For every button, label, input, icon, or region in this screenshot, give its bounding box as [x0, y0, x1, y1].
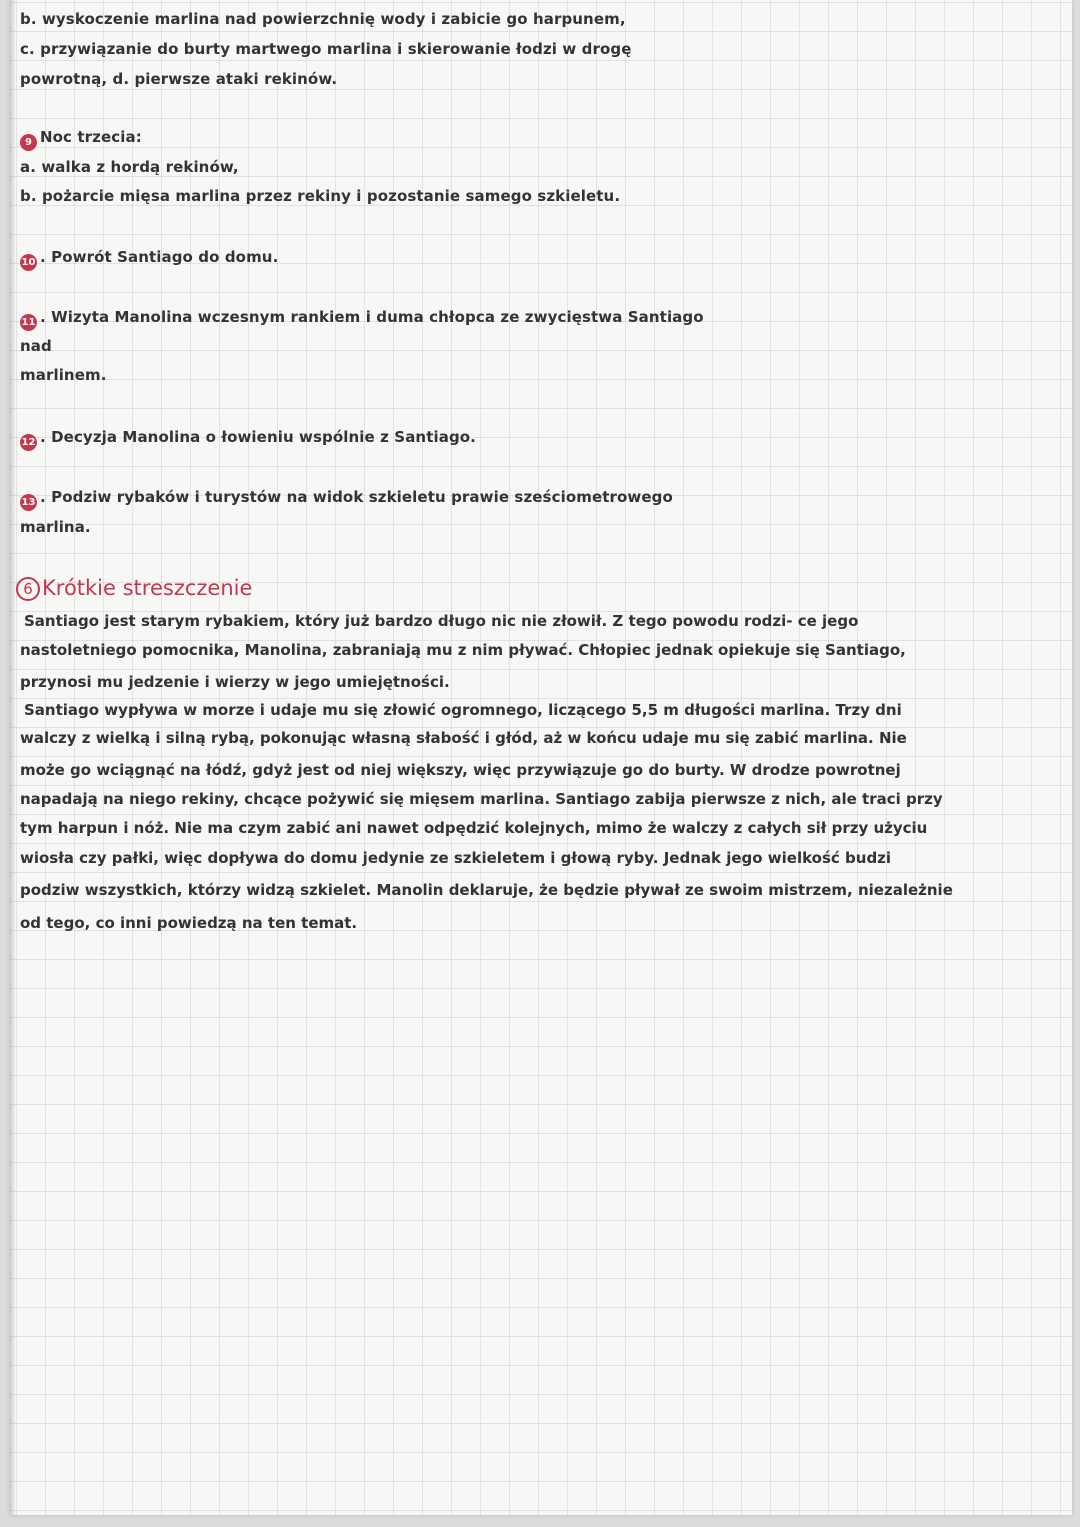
point-12-number-badge: 12 [20, 434, 37, 451]
summary-line: przynosi mu jedzenie i wierzy w jego umiejętności. [20, 673, 450, 691]
point-11-line-1 [20, 308, 704, 331]
summary-line: napadają na niego rekiny, chcące pożywić się mięsem marlina. Santiago zabija pierwsze z nich, ale traci przy [20, 790, 943, 808]
point-9-number-badge: 9 [20, 134, 37, 151]
item-c-text: c. przywiązanie do burty martwego marlina i skierowanie łodzi w drogę [20, 40, 632, 58]
point-11-text: . Wizyta Manolina wczesnym rankiem i duma chłopca ze zwycięstwa Santiago [40, 308, 704, 326]
summary-line: wiosła czy pałki, więc dopływa do domu jedynie ze szkieletem i głową ryby. Jednak jego wielkość budzi [20, 849, 892, 867]
notebook-page [10, 0, 1072, 1515]
item-c-continuation: powrotną, d. pierwsze ataki rekinów. [20, 70, 338, 88]
point-10-number-badge: 10 [20, 254, 37, 271]
point-11-line-2: nad [20, 337, 52, 355]
point-9-item-b: b. pożarcie mięsa marlina przez rekiny i pozostanie samego szkieletu. [20, 187, 621, 205]
point-13-text: . Podziw rybaków i turystów na widok szkieletu prawie sześciometrowego [40, 488, 673, 506]
section-heading-text: Krótkie streszczenie [42, 576, 253, 600]
summary-line: podziw wszystkich, którzy widzą szkielet. Manolin deklaruje, że będzie pływał ze swoim mistrzem, niezależnie [20, 881, 953, 899]
point-10-text: . Powrót Santiago do domu. [40, 248, 279, 266]
summary-line: może go wciągnąć na łódź, gdyż jest od niej większy, więc przywiązuje go do burty. W drodze powrotnej [20, 761, 901, 779]
point-13-line-2: marlina. [20, 518, 91, 536]
summary-line: walczy z wielką i silną rybą, pokonując własną słabość i głód, aż w końcu udaje mu się zabić marlina. Nie [20, 729, 907, 747]
point-9-item-a: a. walka z hordą rekinów, [20, 158, 239, 176]
summary-line: Santiago wypływa w morze i udaje mu się złowić ogromnego, liczącego 5,5 m długości marlina. Trzy dni [24, 701, 902, 719]
point-10 [20, 248, 278, 271]
point-9-title [20, 128, 142, 151]
point-12 [20, 428, 476, 451]
summary-line: od tego, co inni powiedzą na ten temat. [20, 914, 358, 932]
point-9-title-text: Noc trzecia: [40, 128, 142, 146]
item-b-text: b. wyskoczenie marlina nad powierzchnię wody i zabicie go harpunem, [20, 10, 626, 28]
summary-line: Santiago jest starym rybakiem, który już bardzo długo nic nie złowił. Z tego powodu rodzi- ce jego [24, 612, 859, 630]
page-edge-shadow [10, 0, 16, 1515]
point-11-line-3: marlinem. [20, 366, 107, 384]
point-11-number-badge: 11 [20, 314, 37, 331]
section-heading [16, 576, 252, 601]
point-12-text: . Decyzja Manolina o łowieniu wspólnie z Santiago. [40, 428, 476, 446]
section-number-circle: 6 [16, 577, 40, 601]
summary-line: nastoletniego pomocnika, Manolina, zabraniają mu z nim pływać. Chłopiec jednak opiekuje się Santiago, [20, 641, 906, 659]
point-13-line-1 [20, 488, 673, 511]
point-13-number-badge: 13 [20, 494, 37, 511]
summary-line: tym harpun i nóż. Nie ma czym zabić ani nawet odpędzić kolejnych, mimo że walczy z całych sił przy użyciu [20, 819, 928, 837]
